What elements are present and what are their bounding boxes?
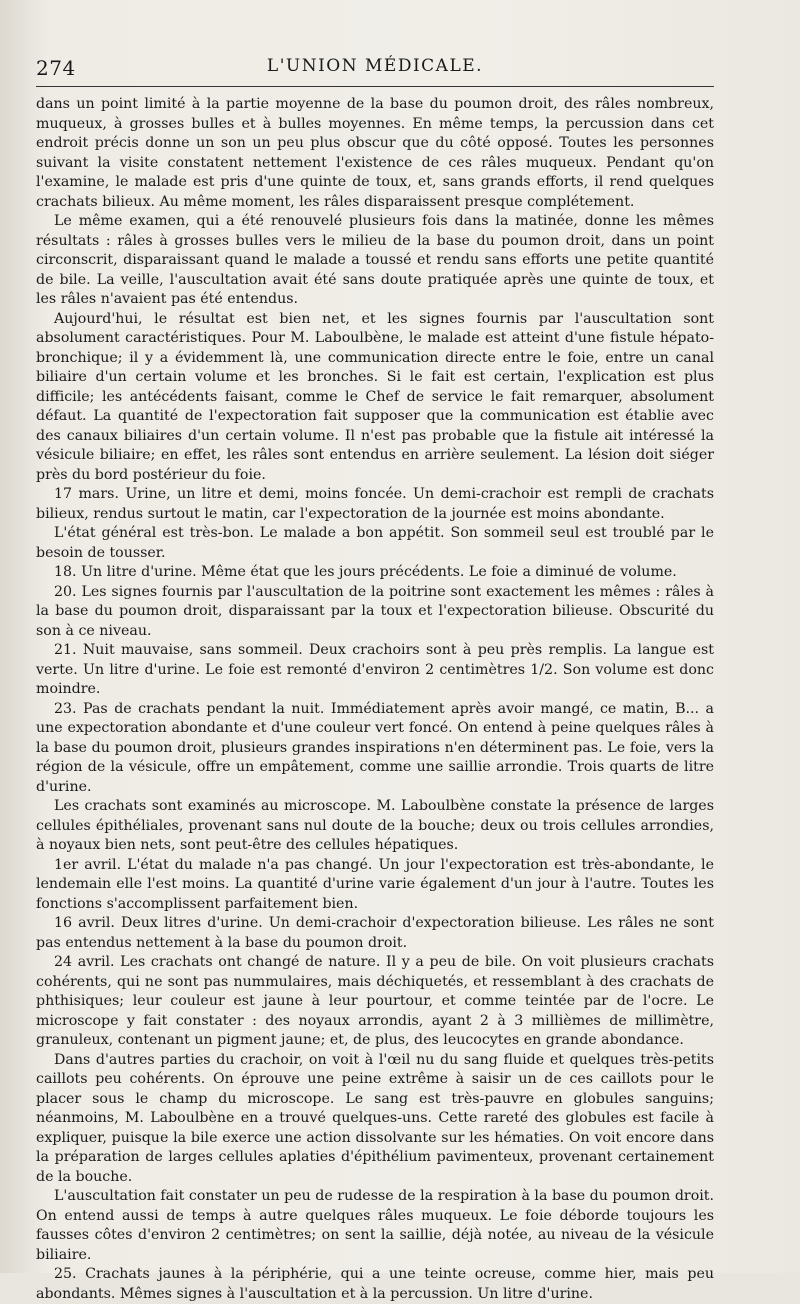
body-text [36, 95, 714, 1304]
header-rule [36, 86, 714, 87]
running-title: L'UNION MÉDICALE. [266, 56, 484, 76]
page-number: 274 [36, 56, 76, 80]
paragraph: Le même examen, qui a été renouvelé plusieurs fois dans la matinée, donne les mêmes résultats : râles à grosses bulles vers le milieu de la base du poumon droit, dans un point circonscrit, disparaissant quand le malade a toussé et rendu sans efforts une petite quantité de bile. La veille, l'auscultation avait été sans doute pratiquée après une quinte de toux, et les râles n'avaient pas été entendus. [36, 213, 714, 307]
paragraph: 16 avril. Deux litres d'urine. Un demi-crachoir d'expectoration bilieuse. Les râles ne sont pas entendus nettement à la base du poumon droit. [36, 915, 714, 951]
paragraph: 17 mars. Urine, un litre et demi, moins foncée. Un demi-crachoir est rempli de crachats bilieux, rendus surtout le matin, car l'expectoration de la journée est moins abondante. [36, 486, 714, 522]
paragraph: 24 avril. Les crachats ont changé de nature. Il y a peu de bile. On voit plusieurs crachats cohérents, qui ne sont pas nummulaires, mais déchiquetés, et ressemblant à des crachats de phthisiques; leur couleur est jaune à leur pourtour, et comme teintée par de l'ocre. Le microscope y fait constater : des noyaux arrondis, ayant 2 à 3 millièmes de millimètre, granuleux, contenant un pigment jaune; et, de plus, des leucocytes en grande abondance. [36, 954, 714, 1048]
paragraph: 1er avril. L'état du malade n'a pas changé. Un jour l'expectoration est très-abondante, le lendemain elle l'est moins. La quantité d'urine varie également d'un jour à l'autre. Toutes les fonctions s'accomplissent parfaitement bien. [36, 856, 714, 912]
paragraph: 20. Les signes fournis par l'auscultation de la poitrine sont exactement les mêmes : râles à la base du poumon droit, disparaissant par la toux et l'expectoration bilieuse. Obscurité du son à ce niveau. [36, 583, 714, 639]
paragraph: Dans d'autres parties du crachoir, on voit à l'œil nu du sang fluide et quelques très-petits caillots peu cohérents. On éprouve une peine extrême à saisir un de ces caillots pour le placer sous le champ du microscope. Le sang est très-pauvre en globules sanguins; néanmoins, M. Laboulbène en a trouvé quelques-uns. Cette rareté des globules est facile à expliquer, puisque la bile exerce une action dissolvante sur les hématies. On voit encore dans la préparation de larges cellules aplaties d'épithélium pavimenteux, provenant certainement de la bouche. [36, 1051, 714, 1185]
paragraph: 23. Pas de crachats pendant la nuit. Immédiatement après avoir mangé, ce matin, B... a une expectoration abondante et d'une couleur vert foncé. On entend à peine quelques râles à la base du poumon droit, plusieurs grandes inspirations n'en déterminent pas. Le foie, vers la région de la vésicule, offre un empâtement, comme une saillie arrondie. Trois quarts de litre d'urine. [36, 700, 714, 795]
paragraph: Les crachats sont examinés au microscope. M. Laboulbène constate la présence de larges cellules épithéliales, provenant sans nul doute de la bouche; deux ou trois cellules arrondies, à noyaux bien nets, sont peut-être des cellules hépatiques. [36, 798, 714, 853]
paragraph: dans un point limité à la partie moyenne de la base du poumon droit, des râles nombreux, muqueux, à grosses bulles et à bulles moyennes. En même temps, la percussion dans cet endroit précis donne un son un peu plus obscur que du côté opposé. Toutes les personnes suivant la visite constatent nettement l'existence de ces râles muqueux. Pendant qu'on l'examine, le malade est pris d'une quinte de toux, et, sans grands efforts, il rend quelques crachats bilieux. Au même moment, les râles disparaissent presque complétement. [36, 96, 714, 210]
paragraph: 18. Un litre d'urine. Même état que les jours précédents. Le foie a diminué de volume. [54, 564, 677, 580]
paragraph: L'état général est très-bon. Le malade a bon appétit. Son sommeil seul est troublé par le besoin de tousser. [36, 525, 714, 561]
paragraph: L'auscultation fait constater un peu de rudesse de la respiration à la base du poumon droit. On entend aussi de temps à autre quelques râles muqueux. Le foie déborde toujours les fausses côtes d'environ 2 centimètres; on sent la saillie, déjà notée, au niveau de la vésicule biliaire. [36, 1188, 714, 1263]
page-header [36, 56, 714, 82]
paragraph: 21. Nuit mauvaise, sans sommeil. Deux crachoirs sont à peu près remplis. La langue est verte. Un litre d'urine. Le foie est remonté d'environ 2 centimètres 1/2. Son volume est donc moindre. [36, 642, 714, 697]
paragraph: Aujourd'hui, le résultat est bien net, et les signes fournis par l'auscultation sont absolument caractéristiques. Pour M. Laboulbène, le malade est atteint d'une fistule hépato-bronchique; il y a évidemment là, une communication directe entre le foie, entre un canal biliaire d'un certain volume et les bronches. Si le fait est certain, l'explication est plus difficile; les antécédents faisant, comme le Chef de service le fait remarquer, absolument défaut. La quantité de l'expectoration fait supposer que la communication est établie avec des canaux biliaires d'un certain volume. Il n'est pas probable que la fistule ait intéressé la vésicule biliaire; en effet, les râles sont entendus en arrière seulement. La lésion doit siéger près du bord postérieur du foie. [36, 310, 714, 483]
paragraph: 25. Crachats jaunes à la périphérie, qui a une teinte ocreuse, comme hier, mais peu abondants. Mêmes signes à l'auscultation et à la percussion. Un litre d'urine. [36, 1266, 714, 1302]
